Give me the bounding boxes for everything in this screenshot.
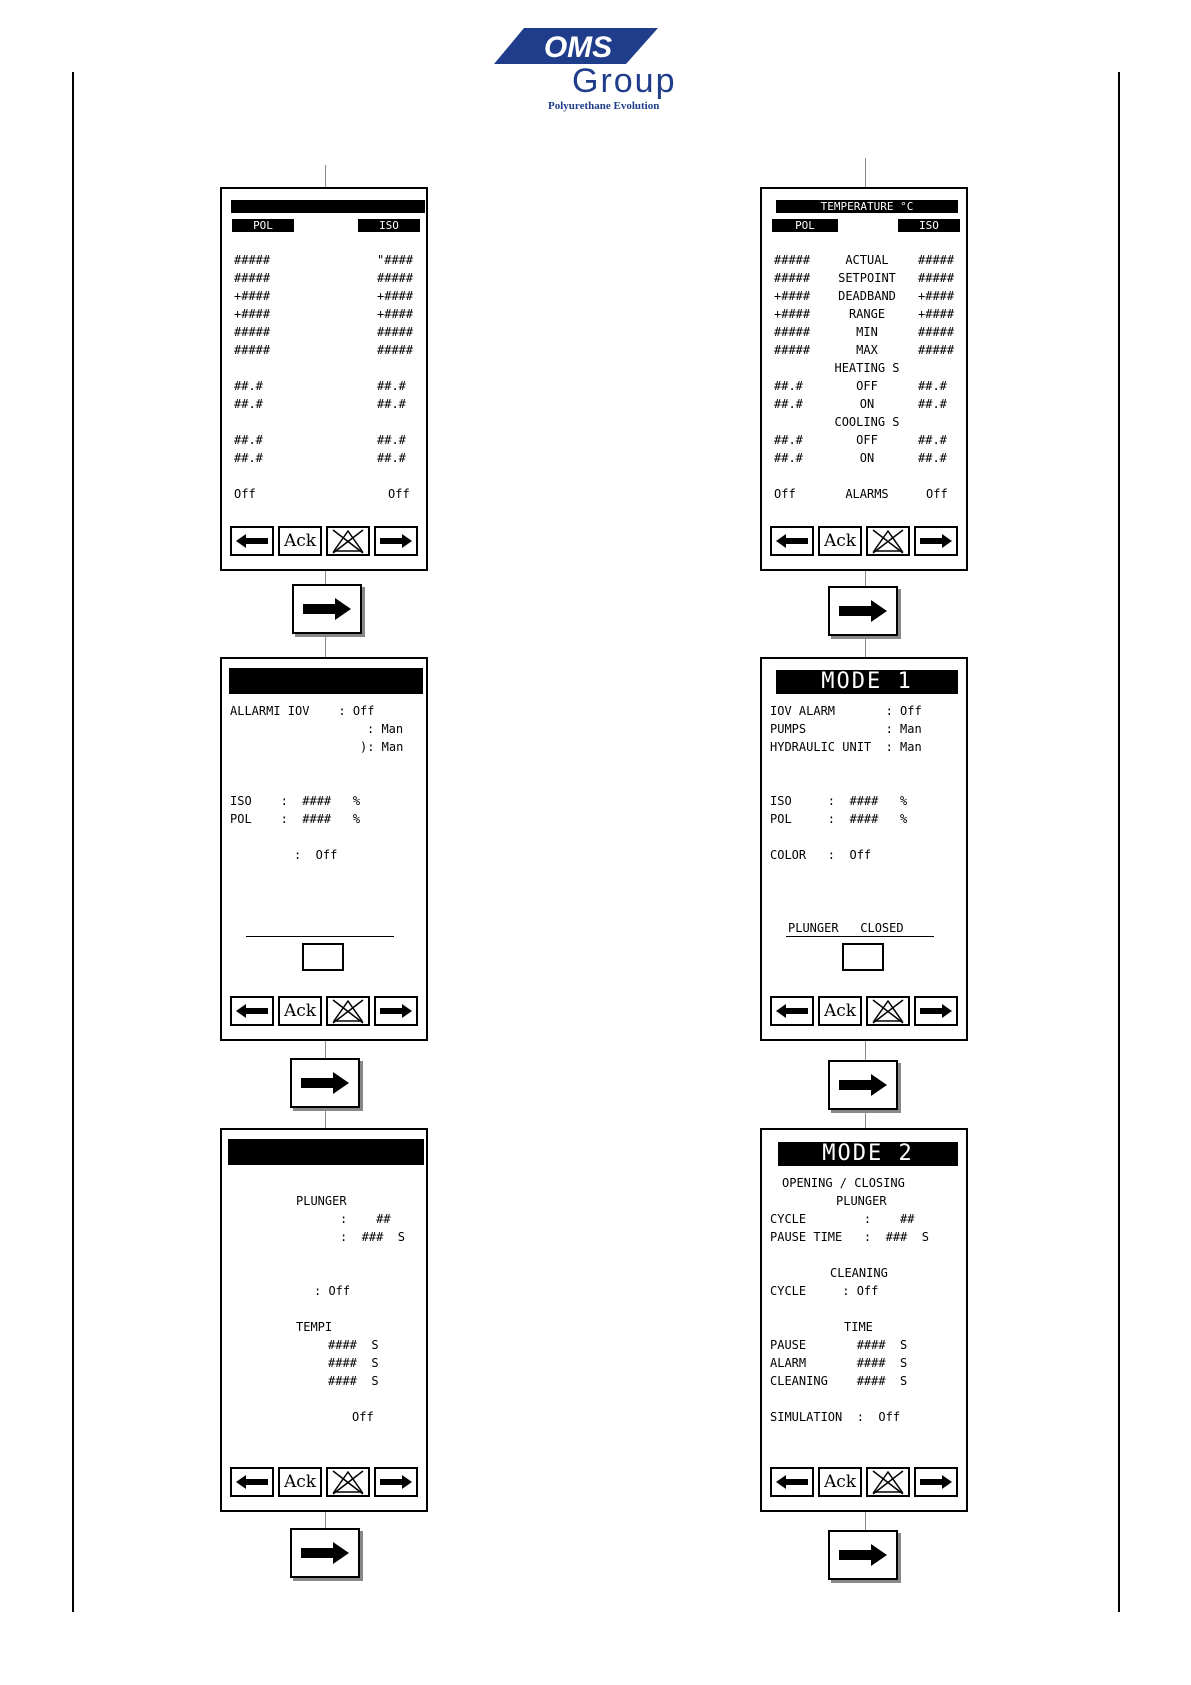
arrow-left-icon	[236, 1475, 268, 1489]
alarm-mute-icon	[871, 1469, 905, 1495]
value-left: Off	[234, 487, 256, 501]
cleaning-time-row: CLEANING #### S	[770, 1374, 908, 1388]
prev-button[interactable]	[770, 526, 814, 556]
value-left: +####	[234, 289, 271, 303]
prev-button[interactable]	[770, 996, 814, 1026]
arrow-right-icon	[920, 1004, 952, 1018]
arrow-right-icon	[920, 1475, 952, 1489]
pause-time-row: PAUSE #### S	[770, 1338, 908, 1352]
alarm-mute-icon	[871, 528, 905, 554]
tempi-heading: TEMPI	[296, 1320, 333, 1334]
pol-label: POL	[772, 219, 838, 232]
row-label: SETPOINT	[838, 271, 896, 285]
pumps-line: PUMPS : Man	[770, 722, 922, 736]
pol-value: #####	[774, 325, 811, 339]
iov-alarm-line: ALLARMI IOV : Off	[230, 704, 375, 718]
row-label: ON	[859, 451, 875, 465]
next-screen-button[interactable]	[290, 1528, 360, 1578]
connector	[325, 165, 326, 189]
cleaning-line: : Off	[314, 1284, 351, 1298]
arrow-left-icon	[776, 1004, 808, 1018]
iso-line: ISO : #### %	[230, 794, 361, 808]
iso-line: ISO : #### %	[770, 794, 908, 808]
heating-heading: HEATING S	[834, 361, 900, 375]
arrow-right-icon	[839, 1074, 887, 1096]
plunger-closed-label: PLUNGER CLOSED	[788, 921, 904, 935]
alarm-mute-icon	[331, 528, 365, 554]
pause-time-line: PAUSE TIME : ### S	[770, 1230, 929, 1244]
button-row	[230, 526, 424, 558]
cycle-line: CYCLE : ##	[770, 1212, 915, 1226]
value-right: #####	[377, 325, 414, 339]
plunger-underline	[246, 936, 394, 937]
row-label: DEADBAND	[838, 289, 896, 303]
iso-label: ISO	[898, 219, 960, 232]
time-1: #### S	[328, 1338, 379, 1352]
simulation-line: SIMULATION : Off	[770, 1410, 901, 1424]
pol-line: POL : #### %	[770, 812, 908, 826]
cooling-heading: COOLING S	[834, 415, 900, 429]
title-bar	[228, 1139, 424, 1165]
arrow-right-icon	[839, 600, 887, 622]
plunger-status-box[interactable]	[302, 943, 344, 971]
pol-value: ##.#	[774, 379, 803, 393]
pol-value: ##.#	[774, 433, 803, 447]
next-button[interactable]	[374, 1467, 418, 1497]
next-screen-button[interactable]	[292, 584, 362, 634]
connector	[865, 1510, 866, 1530]
pol-value: ##.#	[774, 451, 803, 465]
arrow-left-icon	[776, 534, 808, 548]
prev-button[interactable]	[770, 1467, 814, 1497]
value-left: ##.#	[234, 379, 263, 393]
arrow-right-icon	[301, 1072, 349, 1094]
alarm-mute-button[interactable]	[326, 526, 370, 556]
plunger-underline	[786, 936, 934, 937]
alarm-time-row: ALARM #### S	[770, 1356, 908, 1370]
iso-label: ISO	[358, 219, 420, 232]
row-label: RANGE	[848, 307, 886, 321]
value-left: ##.#	[234, 451, 263, 465]
right-margin-line	[1118, 72, 1120, 1612]
alarm-mute-button[interactable]	[326, 1467, 370, 1497]
next-button[interactable]	[374, 996, 418, 1026]
value-right: #####	[377, 343, 414, 357]
next-screen-button[interactable]	[828, 1060, 898, 1110]
value-right: ##.#	[377, 433, 406, 447]
alarm-mute-icon	[331, 1469, 365, 1495]
pol-value: #####	[774, 271, 811, 285]
left-screen-3	[220, 1128, 428, 1512]
alarms-label: ALARMS	[845, 487, 889, 501]
iso-value: ##.#	[918, 379, 947, 393]
color-line: : Off	[294, 848, 338, 862]
iso-value: ##.#	[918, 397, 947, 411]
pol-value: ##.#	[774, 397, 803, 411]
mode-1-title: MODE 1	[776, 670, 958, 694]
prev-button[interactable]	[230, 996, 274, 1026]
next-button[interactable]	[914, 1467, 958, 1497]
ack-button[interactable]: Ack	[278, 1467, 322, 1497]
value-right: "####	[377, 253, 414, 267]
pol-label: POL	[232, 219, 294, 232]
value-left: #####	[234, 271, 271, 285]
prev-button[interactable]	[230, 526, 274, 556]
arrow-left-icon	[776, 1475, 808, 1489]
company-logo	[490, 24, 700, 116]
next-screen-button[interactable]	[828, 586, 898, 636]
ack-button[interactable]: Ack	[818, 1467, 862, 1497]
plunger-heading: PLUNGER	[296, 1194, 347, 1208]
iso-value: #####	[918, 343, 955, 357]
next-screen-button[interactable]	[290, 1058, 360, 1108]
cycle-line: : ##	[340, 1212, 391, 1226]
row-label: ACTUAL	[845, 253, 889, 267]
arrow-left-icon	[236, 1004, 268, 1018]
row-label: MIN	[856, 325, 878, 339]
row-label: OFF	[856, 433, 878, 447]
button-row	[770, 526, 964, 558]
button-row	[770, 1467, 964, 1499]
arrow-right-icon	[303, 598, 351, 620]
row-label: MAX	[856, 343, 878, 357]
logo-group: Group	[572, 62, 677, 100]
value-right: +####	[377, 289, 414, 303]
connector	[865, 158, 866, 189]
prev-button[interactable]	[230, 1467, 274, 1497]
iso-value: #####	[918, 253, 955, 267]
ack-button[interactable]: Ack	[278, 996, 322, 1026]
right-screen-2	[760, 657, 968, 1041]
button-row	[230, 996, 424, 1028]
ack-button[interactable]: Ack	[818, 996, 862, 1026]
ack-button[interactable]: Ack	[278, 526, 322, 556]
value-left: +####	[234, 307, 271, 321]
value-right: ##.#	[377, 397, 406, 411]
next-button[interactable]	[914, 526, 958, 556]
iso-value: #####	[918, 271, 955, 285]
iso-alarm-value: Off	[926, 487, 948, 501]
time-3: #### S	[328, 1374, 379, 1388]
mode-2-title: MODE 2	[778, 1142, 958, 1166]
right-screen-1	[760, 187, 968, 571]
next-button[interactable]	[914, 996, 958, 1026]
value-left: ##.#	[234, 397, 263, 411]
color-line: COLOR : Off	[770, 848, 872, 862]
pumps-line: : Man	[367, 722, 404, 736]
arrow-right-icon	[301, 1542, 349, 1564]
value-right: ##.#	[377, 451, 406, 465]
iso-value: +####	[918, 307, 955, 321]
logo-letters: OMS	[543, 31, 613, 64]
arrow-right-icon	[380, 1004, 412, 1018]
left-screen-1	[220, 187, 428, 571]
alarm-mute-button[interactable]	[326, 996, 370, 1026]
temperature-title: TEMPERATURE °C	[776, 200, 958, 213]
pause-line: : ### S	[340, 1230, 406, 1244]
next-button[interactable]	[374, 526, 418, 556]
connector	[325, 1510, 326, 1530]
pol-value: #####	[774, 253, 811, 267]
arrow-left-icon	[236, 534, 268, 548]
hydraulic-line: HYDRAULIC UNIT : Man	[770, 740, 922, 754]
plunger-status-box[interactable]	[842, 943, 884, 971]
pol-value: +####	[774, 289, 811, 303]
alarm-mute-icon	[331, 998, 365, 1024]
alarm-mute-button[interactable]	[866, 526, 910, 556]
value-right: #####	[377, 271, 414, 285]
iov-alarm-line: IOV ALARM : Off	[770, 704, 922, 718]
arrow-right-icon	[839, 1544, 887, 1566]
value-right: ##.#	[377, 379, 406, 393]
value-left: ##.#	[234, 433, 263, 447]
pol-value: #####	[774, 343, 811, 357]
simulation-value: Off	[352, 1410, 374, 1424]
alarm-mute-button[interactable]	[866, 1467, 910, 1497]
arrow-right-icon	[380, 534, 412, 548]
alarm-mute-button[interactable]	[866, 996, 910, 1026]
value-left: #####	[234, 343, 271, 357]
value-left: #####	[234, 253, 271, 267]
time-heading: TIME	[844, 1320, 873, 1334]
plunger-heading: PLUNGER	[836, 1194, 887, 1208]
iso-value: ##.#	[918, 451, 947, 465]
opening-closing-heading: OPENING / CLOSING	[782, 1176, 905, 1190]
iso-value: +####	[918, 289, 955, 303]
row-label: OFF	[856, 379, 878, 393]
arrow-right-icon	[380, 1475, 412, 1489]
value-right: +####	[377, 307, 414, 321]
alarm-mute-icon	[871, 998, 905, 1024]
pol-line: POL : #### %	[230, 812, 361, 826]
pol-value: +####	[774, 307, 811, 321]
left-screen-2	[220, 657, 428, 1041]
iso-value: ##.#	[918, 433, 947, 447]
arrow-right-icon	[920, 534, 952, 548]
right-screen-3	[760, 1128, 968, 1512]
logo-tagline: Polyurethane Evolution	[548, 100, 660, 112]
button-row	[770, 996, 964, 1028]
value-right: Off	[388, 487, 410, 501]
row-label: ON	[859, 397, 875, 411]
button-row	[230, 1467, 424, 1499]
cleaning-heading: CLEANING	[830, 1266, 888, 1280]
time-2: #### S	[328, 1356, 379, 1370]
title-bar	[231, 200, 425, 213]
ack-button[interactable]: Ack	[818, 526, 862, 556]
left-margin-line	[72, 72, 74, 1612]
value-left: #####	[234, 325, 271, 339]
iso-value: #####	[918, 325, 955, 339]
hydraulic-line: ): Man	[360, 740, 404, 754]
pol-alarm-value: Off	[774, 487, 796, 501]
next-screen-button[interactable]	[828, 1530, 898, 1580]
cleaning-cycle-line: CYCLE : Off	[770, 1284, 879, 1298]
title-bar	[229, 668, 423, 694]
